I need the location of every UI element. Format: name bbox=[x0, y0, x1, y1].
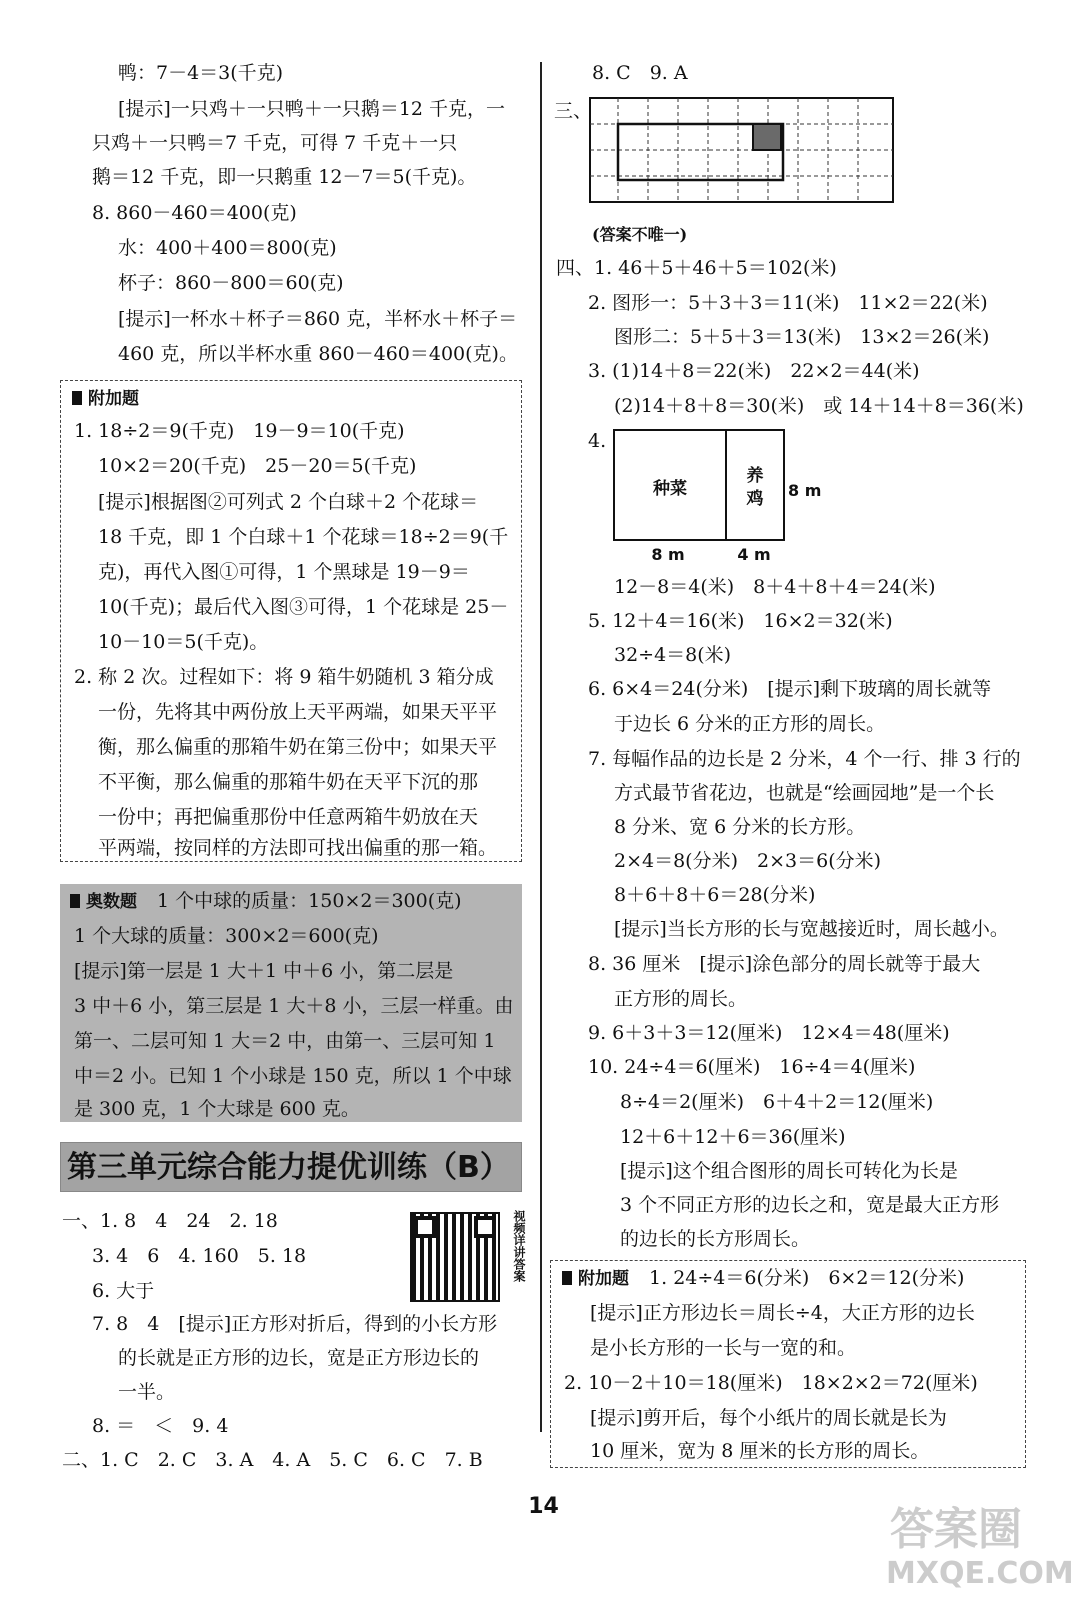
text-line: 8÷4＝2(厘米) 6＋4＋2＝12(厘米) bbox=[620, 1091, 934, 1113]
text-line: 2. 称 2 次。过程如下：将 9 箱牛奶随机 3 箱分成 bbox=[74, 666, 494, 688]
text-line: 8 分米、宽 6 分米的长方形。 bbox=[614, 816, 866, 838]
column-divider bbox=[540, 62, 542, 1432]
text-line: 7. 每幅作品的边长是 2 分米，4 个一行、排 3 行的 bbox=[588, 748, 1021, 770]
text-line: 10－10＝5(千克)。 bbox=[98, 631, 269, 653]
text-line: 18 千克，即 1 个白球＋1 个花球＝18÷2＝9(千 bbox=[98, 526, 509, 548]
figure-width-left-label: 8 m bbox=[651, 545, 685, 564]
text-line: 四、1. 46＋5＋46＋5＝102(米) bbox=[556, 257, 837, 279]
text-line: 8＋6＋8＋6＝28(分米) bbox=[614, 884, 816, 906]
text-line: (2)14＋8＋8＝30(米) 或 14＋14＋8＝36(米) bbox=[614, 395, 1024, 417]
section-banner: 第三单元综合能力提优训练（B） bbox=[60, 1142, 522, 1192]
text-line: 460 克，所以半杯水重 860－460＝400(克)。 bbox=[118, 343, 518, 365]
figure-right-label: 养 bbox=[746, 466, 764, 486]
bonus-first-line bbox=[562, 1263, 964, 1293]
text-line: 4. bbox=[588, 430, 607, 452]
qr-code-icon[interactable] bbox=[410, 1212, 500, 1302]
text-line: 正方形的周长。 bbox=[614, 988, 748, 1010]
text-line: 杯子：860－800＝60(克) bbox=[118, 272, 344, 294]
grid-figure bbox=[588, 96, 896, 204]
text-line: 1 个大球的质量：300×2＝600(克) bbox=[74, 925, 379, 947]
text-line: [提示]根据图②可列式 2 个白球＋2 个花球＝ bbox=[98, 491, 479, 513]
text-line: 12－8＝4(米) 8＋4＋8＋4＝24(米) bbox=[614, 576, 936, 598]
watermark-url: MXQE.COM bbox=[886, 1556, 1074, 1591]
text-line: 3. (1)14＋8＝22(米) 22×2＝44(米) bbox=[588, 360, 920, 382]
text-line: 不平衡，那么偏重的那箱牛奶在天平下沉的那 bbox=[98, 771, 479, 793]
plot-figure bbox=[608, 426, 838, 568]
text-line: 方式最节省花边，也就是“绘画园地”是一个长 bbox=[614, 782, 995, 804]
text-line: 10×2＝20(千克) 25－20＝5(千克) bbox=[98, 455, 417, 477]
text-line: 鸭：7－4＝3(千克) bbox=[118, 62, 284, 84]
text-line: 8. 860－460＝400(克) bbox=[92, 202, 297, 224]
text-line: 6. 大于 bbox=[92, 1280, 155, 1302]
text-line: 1. 24÷4＝6(分米) 6×2＝12(分米) bbox=[649, 1267, 965, 1289]
text-line: [提示]剪开后，每个小纸片的周长就是长为 bbox=[590, 1407, 947, 1429]
text-line: 图形二：5＋5＋3＝13(米) 13×2＝26(米) bbox=[614, 326, 990, 348]
text-line: 第一、二层可知 1 大＝2 中，由第一、三层可知 1 bbox=[74, 1030, 496, 1052]
watermark-logo: 答案圈 bbox=[890, 1504, 1022, 1555]
text-line: 2. 图形一：5＋3＋3＝11(米) 11×2＝22(米) bbox=[588, 292, 988, 314]
text-line: 一、1. 8 4 24 2. 18 bbox=[62, 1210, 278, 1232]
text-line: 二、1. C 2. C 3. A 4. A 5. C 6. C 7. B bbox=[62, 1449, 483, 1471]
text-line: 7. 8 4 [提示]正方形对折后，得到的小长方形 bbox=[92, 1313, 498, 1335]
text-line: 一半。 bbox=[118, 1381, 176, 1403]
text-line: [提示]当长方形的长与宽越接近时，周长越小。 bbox=[614, 918, 1009, 940]
page-number: 14 bbox=[528, 1494, 559, 1519]
text-line: [提示]一只鸡＋一只鸭＋一只鹅＝12 千克，一 bbox=[118, 98, 506, 120]
text-line: 是 300 克，1 个大球是 600 克。 bbox=[74, 1098, 360, 1120]
text-line: 是小长方形的一长与一宽的和。 bbox=[590, 1337, 857, 1359]
text-line: 2×4＝8(分米) 2×3＝6(分米) bbox=[614, 850, 882, 872]
text-line: 3 中＋6 小，第三层是 1 大＋8 小，三层一样重。由 bbox=[74, 995, 514, 1017]
qr-label: 视频详讲答案 bbox=[512, 1210, 526, 1282]
text-line: 10. 24÷4＝6(厘米) 16÷4＝4(厘米) bbox=[588, 1056, 916, 1078]
figure-height-label: 8 m bbox=[788, 481, 822, 500]
text-line: 一份，先将其中两份放上天平两端，如果天平平 bbox=[98, 701, 498, 723]
text-line: 32÷4＝8(米) bbox=[614, 644, 732, 666]
text-line: 12＋6＋12＋6＝36(厘米) bbox=[620, 1126, 846, 1148]
text-line: 的长就是正方形的边长，宽是正方形边长的 bbox=[118, 1347, 480, 1369]
bonus-tag: 附加题 bbox=[72, 384, 139, 414]
text-line: 8. ＝ ＜ 9. 4 bbox=[92, 1415, 229, 1437]
figure-left-label: 种菜 bbox=[653, 479, 687, 499]
text-line: 10 厘米，宽为 8 厘米的长方形的周长。 bbox=[590, 1440, 930, 1462]
text-line: 鹅＝12 千克，即一只鹅重 12－7＝5(千克)。 bbox=[92, 166, 477, 188]
text-line: 衡，那么偏重的那箱牛奶在第三份中；如果天平 bbox=[98, 736, 498, 758]
text-line: 1. 18÷2＝9(千克) 19－9＝10(千克) bbox=[74, 420, 405, 442]
text-line: 2. 10－2＋10＝18(厘米) 18×2×2＝72(厘米) bbox=[564, 1372, 978, 1394]
text-line: 1 个中球的质量：150×2＝300(克) bbox=[157, 890, 462, 912]
text-line: 平两端，按同样的方法即可找出偏重的那一箱。 bbox=[98, 837, 498, 859]
text-line: 3 个不同正方形的边长之和，宽是最大正方形 bbox=[620, 1194, 1000, 1216]
text-line: 于边长 6 分米的正方形的周长。 bbox=[614, 713, 886, 735]
figure-width-right-label: 4 m bbox=[737, 545, 771, 564]
text-line: [提示]正方形边长＝周长÷4，大正方形的边长 bbox=[590, 1302, 975, 1324]
text-line: 9. 6＋3＋3＝12(厘米) 12×4＝48(厘米) bbox=[588, 1022, 950, 1044]
text-line: 6. 6×4＝24(分米) [提示]剩下玻璃的周长就等 bbox=[588, 678, 992, 700]
bonus-tag: 附加题 bbox=[562, 1269, 629, 1289]
text-line: 8. 36 厘米 [提示]涂色部分的周长就等于最大 bbox=[588, 953, 981, 975]
text-line: 克)，再代入图①可得，1 个黑球是 19－9＝ bbox=[98, 561, 470, 583]
figure-right-label: 鸡 bbox=[746, 489, 764, 509]
text-line: 8. C 9. A bbox=[592, 62, 688, 84]
olympiad-first-line bbox=[70, 886, 462, 916]
text-line: 只鸡＋一只鸭＝7 千克，可得 7 千克＋一只 bbox=[92, 132, 458, 154]
note: (答案不唯一) bbox=[592, 225, 688, 244]
text-line: [提示]一杯水＋杯子＝860 克，半杯水＋杯子＝ bbox=[118, 308, 518, 330]
text-line: 的边长的长方形周长。 bbox=[620, 1228, 811, 1250]
section-label: 三、 bbox=[554, 100, 593, 122]
olympiad-tag: 奥数题 bbox=[70, 892, 137, 912]
text-line: [提示]这个组合图形的周长可转化为长是 bbox=[620, 1160, 958, 1182]
text-line: 3. 4 6 4. 160 5. 18 bbox=[92, 1245, 307, 1267]
text-line: 5. 12＋4＝16(米) 16×2＝32(米) bbox=[588, 610, 893, 632]
text-line: 水：400＋400＝800(克) bbox=[118, 237, 337, 259]
text-line: [提示]第一层是 1 大＋1 中＋6 小，第二层是 bbox=[74, 960, 454, 982]
text-line: 中＝2 小。已知 1 个小球是 150 克，所以 1 个中球 bbox=[74, 1065, 512, 1087]
text-line: 一份中；再把偏重那份中任意两箱牛奶放在天 bbox=[98, 806, 479, 828]
text-line: 10(千克)；最后代入图③可得，1 个花球是 25－ bbox=[98, 596, 509, 618]
